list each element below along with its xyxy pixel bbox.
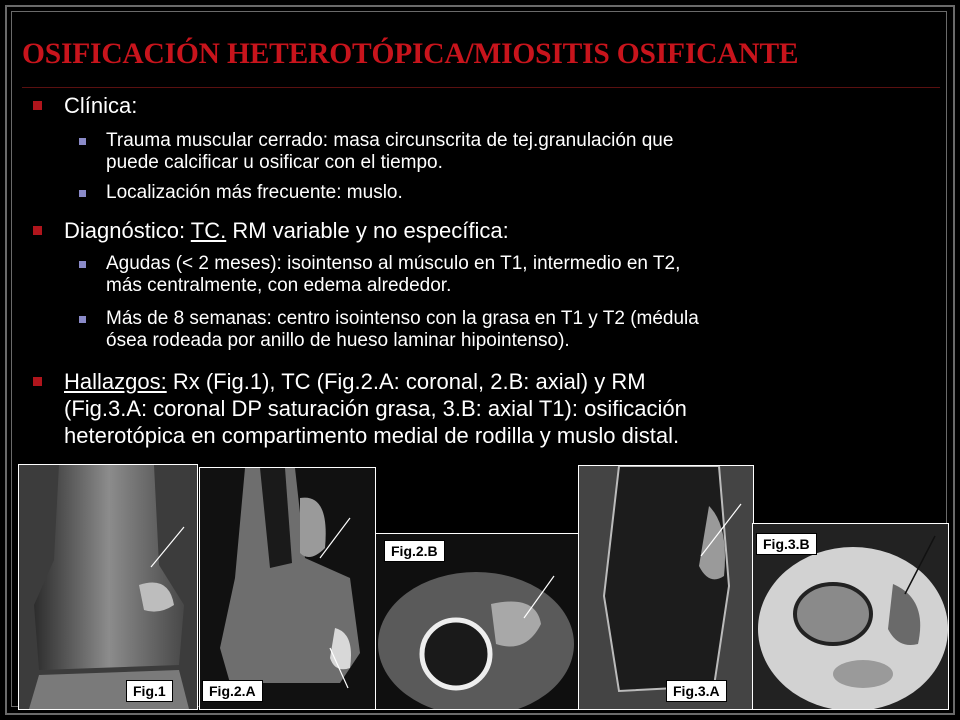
sub-bullet-icon bbox=[79, 138, 86, 145]
main-bullet-icon bbox=[33, 101, 42, 110]
sub-bullet-icon bbox=[79, 190, 86, 197]
ct-coronal-drawing bbox=[200, 468, 375, 709]
main-bullet-icon bbox=[33, 226, 42, 235]
heading-suffix: RM variable y no específica: bbox=[226, 218, 509, 243]
bullet-line: ósea rodeada por anillo de hueso laminar hipointenso). bbox=[106, 330, 570, 351]
section-heading-clinica: Clínica: bbox=[64, 93, 138, 118]
figure-1-xray-image bbox=[18, 464, 198, 710]
heading-underlined: TC. bbox=[190, 218, 227, 243]
figure-1-label: Fig.1 bbox=[126, 680, 173, 702]
heading-underlined: Hallazgos: bbox=[64, 369, 167, 394]
title-divider bbox=[22, 87, 940, 88]
section-heading-hallazgos bbox=[64, 369, 646, 394]
sub-bullet-icon bbox=[79, 261, 86, 268]
bullet-line: más centralmente, con edema alrededor. bbox=[106, 275, 452, 296]
figure-2a-label: Fig.2.A bbox=[202, 680, 263, 702]
bullet-line: Agudas (< 2 meses): isointenso al músculo en T1, intermedio en T2, bbox=[106, 253, 681, 274]
figure-3a-mri-coronal-image bbox=[578, 465, 754, 710]
findings-line: Rx (Fig.1), TC (Fig.2.A: coronal, 2.B: axial) y RM bbox=[166, 369, 646, 394]
figure-2a-ct-coronal-image bbox=[199, 467, 376, 710]
xray-knee-drawing bbox=[19, 465, 197, 709]
figure-2b-label: Fig.2.B bbox=[384, 540, 445, 562]
bullet-line: Localización más frecuente: muslo. bbox=[106, 182, 403, 203]
figure-3b-label: Fig.3.B bbox=[756, 533, 817, 555]
findings-line: (Fig.3.A: coronal DP saturación grasa, 3.B: axial T1): osificación bbox=[64, 396, 687, 421]
findings-line: heterotópica en compartimento medial de rodilla y muslo distal. bbox=[64, 423, 680, 448]
bullet-line: puede calcificar u osificar con el tiempo. bbox=[106, 152, 443, 173]
main-bullet-icon bbox=[33, 377, 42, 386]
slide-title: OSIFICACIÓN HETEROTÓPICA/MIOSITIS OSIFICANTE bbox=[22, 38, 799, 70]
heading-prefix: Diagnóstico: bbox=[64, 218, 191, 243]
section-heading-diagnostico bbox=[64, 218, 509, 243]
figure-3a-label: Fig.3.A bbox=[666, 680, 727, 702]
bullet-line: Más de 8 semanas: centro isointenso con la grasa en T1 y T2 (médula bbox=[106, 308, 699, 329]
sub-bullet-icon bbox=[79, 316, 86, 323]
bullet-line: Trauma muscular cerrado: masa circunscrita de tej.granulación que bbox=[106, 130, 674, 151]
mri-coronal-drawing bbox=[579, 466, 753, 709]
